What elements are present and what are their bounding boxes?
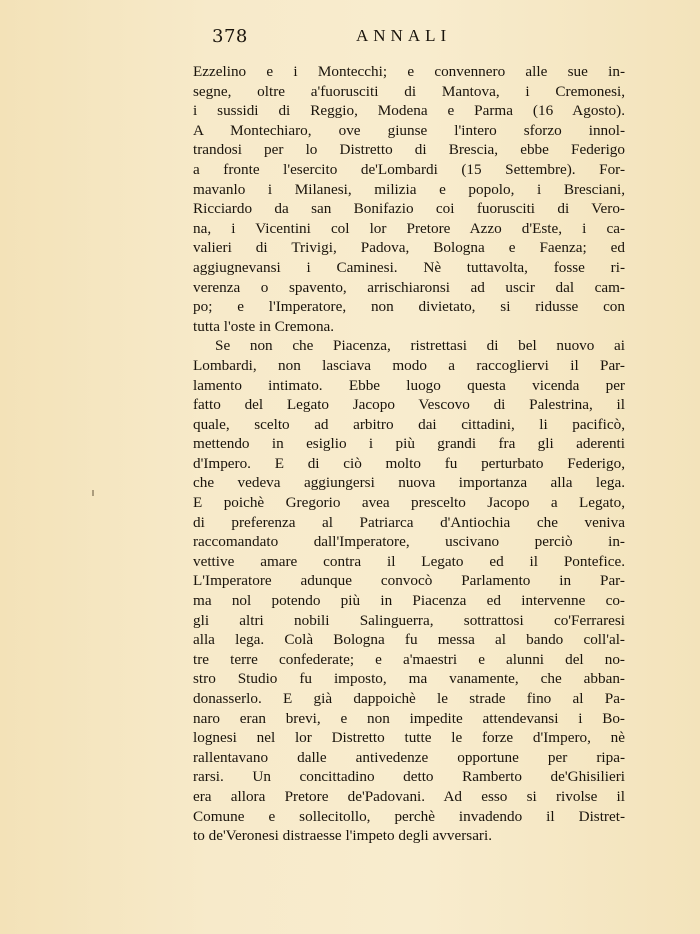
text-line: alla lega. Colà Bologna fu messa al bando coll'al-	[193, 631, 625, 649]
text-line: mavanlo i Milanesi, milizia e popolo, i Bresciani,	[193, 180, 625, 198]
page-number: 378	[212, 26, 248, 47]
text-line: valieri di Trivigi, Padova, Bologna e Faenza; ed	[193, 239, 625, 257]
text-line: stro Studio fu imposto, ma vanamente, che abban-	[193, 670, 625, 688]
text-line: na, i Vicentini col lor Pretore Azzo d'Este, i ca-	[193, 219, 625, 237]
text-line: segne, oltre a'fuorusciti di Mantova, i Cremonesi,	[193, 82, 625, 100]
text-line: rarsi. Un concittadino detto Ramberto de'Ghisilieri	[193, 768, 625, 786]
page-header	[212, 26, 624, 50]
text-line: Comune e sollecitollo, perchè invadendo il Distret-	[193, 807, 625, 825]
text-line: E poichè Gregorio avea prescelto Jacopo a Legato,	[193, 494, 625, 512]
text-line: a fronte l'esercito de'Lombardi (15 Settembre). For-	[193, 160, 625, 178]
text-line: d'Impero. E di ciò molto fu perturbato Federigo,	[193, 454, 625, 472]
text-line: quale, scelto ad arbitro dai cittadini, li pacificò,	[193, 415, 625, 433]
margin-mark	[92, 490, 94, 496]
text-line: ma nol potendo più in Piacenza ed intervenne co-	[193, 592, 625, 610]
text-line: tre terre confederate; e a'maestri e alunni del no-	[193, 650, 625, 668]
text-line: Ricciardo da san Bonifazio coi fuorusciti di Vero-	[193, 200, 625, 218]
text-line: po; e l'Imperatore, non divietato, si ridusse con	[193, 298, 625, 316]
paragraph-start-line: Se non che Piacenza, ristrettasi di bel nuovo ai	[215, 337, 625, 355]
running-head: ANNALI	[356, 26, 452, 45]
text-line: A Montechiaro, ove giunse l'intero sforzo innol-	[193, 121, 625, 139]
text-line: naro eran brevi, e non impedite attendevansi i Bo-	[193, 709, 625, 727]
text-line: rallentavano dalle antivedenze opportune per ripa-	[193, 748, 625, 766]
text-line: aggiugnevansi i Caminesi. Nè tuttavolta, fosse ri-	[193, 258, 625, 276]
text-line: i sussidi di Reggio, Modena e Parma (16 Agosto).	[193, 102, 625, 120]
text-line: era allora Pretore de'Padovani. Ad esso si rivolse il	[193, 787, 625, 805]
text-line: raccomandato dall'Imperatore, uscivano perciò in-	[193, 533, 625, 551]
text-line: verenza o spavento, arrischiaronsi ad uscir dal cam-	[193, 278, 625, 296]
body-text	[193, 62, 625, 846]
text-line: donasserlo. E già dappoichè le strade fino al Pa-	[193, 690, 625, 707]
text-line: lognesi nel lor Distretto tutte le forze d'Impero, nè	[193, 729, 625, 747]
text-line: che vedeva aggiungersi nuova importanza alla lega.	[193, 474, 625, 492]
text-line: tutta l'oste in Cremona.	[193, 317, 335, 335]
text-line: trandosi per lo Distretto di Brescia, ebbe Federigo	[193, 141, 625, 159]
text-line: vettive amare contra il Legato ed il Pontefice.	[193, 552, 625, 570]
text-line: Lombardi, non lasciava modo a raccogliervi il Par-	[193, 356, 625, 374]
text-line: Ezzelino e i Montecchi; e convennero alle sue in-	[193, 63, 625, 80]
text-line: mettendo in esiglio i più grandi fra gli aderenti	[193, 435, 625, 453]
text-line: lamento intimato. Ebbe luogo questa vicenda per	[193, 376, 625, 394]
text-line: di preferenza al Patriarca d'Antiochia che veniva	[193, 513, 625, 531]
text-line: to de'Veronesi distraesse l'impeto degli avversari.	[193, 827, 493, 845]
text-line: fatto del Legato Jacopo Vescovo di Palestrina, il	[193, 396, 625, 414]
text-line: L'Imperatore adunque convocò Parlamento in Par-	[193, 572, 625, 590]
text-line: gli altri nobili Salinguerra, sottrattosi co'Ferraresi	[193, 611, 625, 629]
